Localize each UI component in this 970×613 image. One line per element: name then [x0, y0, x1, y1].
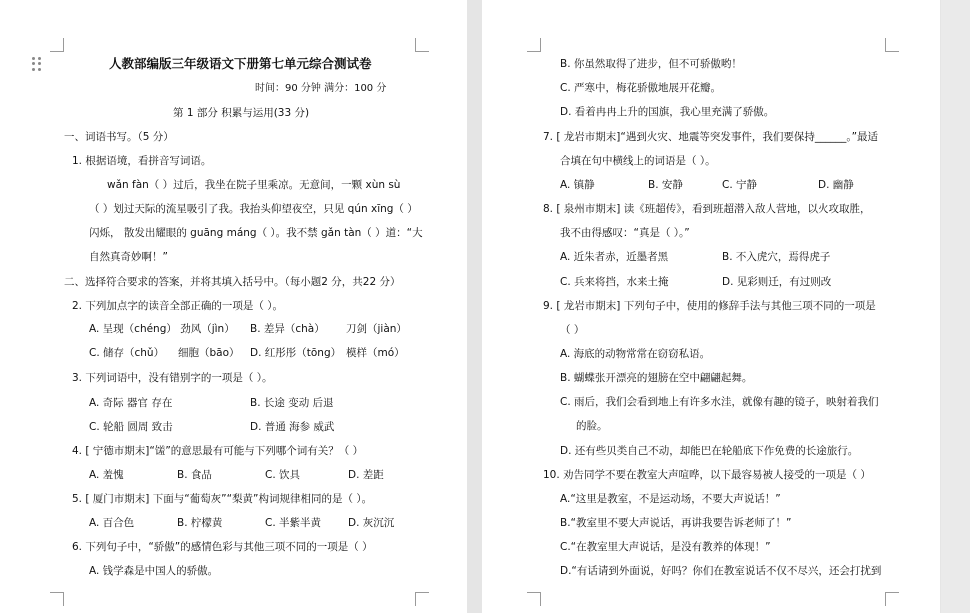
option-c: C. 储存（chǔ）	[89, 347, 165, 359]
question-text: 2. 下列加点字的读音全部正确的一项是（ ）。	[72, 300, 283, 312]
option-c: C. 半紫半黄	[265, 517, 322, 529]
passage-line: 闪烁， 散发出耀眼的 guāng máng（ ）。我不禁 gǎn tàn（ ）道：“大	[89, 227, 423, 239]
option-d: D. 还有些贝类自己不动，却能巴在轮船底下作免费的长途旅行。	[560, 445, 859, 457]
option-c-extra: 细胞（bāo）	[178, 347, 240, 359]
page-corner-mark	[527, 38, 541, 52]
option-b: B. 安静	[648, 179, 683, 191]
option-b: B. 蝴蝶张开漂亮的翅膀在空中翩翩起舞。	[560, 372, 753, 384]
option-d: D. 普通 海参 威武	[250, 421, 335, 433]
document-title: 人教部编版三年级语文下册第七单元综合测试卷	[109, 56, 372, 71]
option-d: D.“有话请到外面说，好吗？你们在教室说话不仅不尽兴，还会打扰到	[560, 565, 882, 577]
exam-meta: 时间：90 分钟 满分：100 分	[255, 83, 387, 94]
option-d: D. 看着冉冉上升的国旗，我心里充满了骄傲。	[560, 106, 775, 118]
document-page-left	[0, 0, 467, 613]
option-b: B. 你虽然取得了进步，但不可骄傲哟！	[560, 58, 742, 70]
question-text: 9. [ 龙岩市期末] 下列句子中，使用的修辞手法与其他三项不同的一项是	[543, 300, 876, 312]
question-text: 8. [ 泉州市期末] 读《班超传》，看到班超潜入敌人营地，以火攻取胜，	[543, 203, 871, 215]
option-c: C. 雨后，我们会看到地上有许多水洼，就像有趣的镜子，映射着我们	[560, 396, 879, 408]
option-d: D. 红彤彤（tōng）	[250, 347, 342, 359]
question-text: 7. [ 龙岩市期末]“遇到火灾、地震等突发事件，我们要保持______。”最适	[543, 131, 879, 143]
option-c: C.“在教室里大声说话，是没有教养的体现！”	[560, 541, 771, 553]
page-corner-mark	[50, 38, 64, 52]
page-corner-mark	[415, 38, 429, 52]
page-corner-mark	[415, 592, 429, 606]
question-text: 5. [ 厦门市期末] 下面与“葡萄灰”“梨黄”构词规律相同的是（ ）。	[72, 493, 373, 505]
option-b: B. 不入虎穴，焉得虎子	[722, 251, 831, 263]
option-a: A. 钱学森是中国人的骄傲。	[89, 565, 219, 577]
option-a: A. 百合色	[89, 517, 135, 529]
option-c: C. 轮船 圆周 致击	[89, 421, 173, 433]
document-page-right	[482, 0, 940, 613]
option-a: A. 羞愧	[89, 469, 124, 481]
page-corner-mark	[885, 592, 899, 606]
question-text: 1. 根据语境，看拼音写词语。	[72, 155, 212, 167]
option-b: B. 柠檬黄	[177, 517, 223, 529]
passage-line: 自然真奇妙啊！”	[89, 251, 168, 263]
option-c: C. 宁静	[722, 179, 758, 191]
option-c: C. 严寒中，梅花骄傲地展开花瓣。	[560, 82, 722, 94]
option-b: B. 食品	[177, 469, 212, 481]
option-a: A. 呈现（chéng） 劲风（jìn）	[89, 323, 235, 335]
option-c-cont: 的脸。	[576, 420, 608, 432]
option-a: A. 近朱者赤，近墨者黑	[560, 251, 669, 263]
page-corner-mark	[527, 592, 541, 606]
option-b: B. 长途 变动 后退	[250, 397, 334, 409]
option-d: D. 差距	[348, 469, 384, 481]
question-text-cont: 我不由得感叹：“真是（ ）。”	[560, 227, 690, 239]
question-text-cont: （ ）	[560, 324, 585, 336]
option-d-extra: 模样（mó）	[346, 347, 405, 359]
question-text: 6. 下列句子中，“骄傲”的感情色彩与其他三项不同的一项是（ ）	[72, 541, 373, 553]
drag-handle-icon[interactable]	[32, 57, 42, 71]
section-heading: 第 1 部分 积累与运用(33 分)	[173, 107, 310, 119]
option-b-extra: 刀剑（jiàn）	[346, 323, 407, 335]
option-a: A. 海底的动物常常在窃窃私语。	[560, 348, 711, 360]
option-b: B.“教室里不要大声说话，再讲我要告诉老师了！”	[560, 517, 792, 529]
option-c: C. 饮具	[265, 469, 301, 481]
option-d: D. 幽静	[818, 179, 854, 191]
passage-line: wǎn fàn（ ）过后，我坐在院子里乘凉。无意间，一颗 xùn sù	[107, 179, 401, 191]
option-d: D. 灰沉沉	[348, 517, 395, 529]
question-text: 3. 下列词语中，没有错别字的一项是（ ）。	[72, 372, 273, 384]
question-text: 10. 劝告同学不要在教室大声喧哗，以下最容易被人接受的一项是（ ）	[543, 469, 871, 481]
vertical-scrollbar[interactable]	[941, 0, 970, 613]
question-heading: 一、词语书写。（5 分）	[64, 131, 174, 143]
option-d: D. 见彩则迁，有过则改	[722, 276, 832, 288]
option-a: A. 奇际 器官 存在	[89, 397, 173, 409]
page-corner-mark	[50, 592, 64, 606]
option-a: A.“这里是教室，不是运动场，不要大声说话！”	[560, 493, 781, 505]
option-a: A. 镇静	[560, 179, 595, 191]
question-text-cont: 合填在句中横线上的词语是（ ）。	[560, 155, 716, 167]
question-heading: 二、选择符合要求的答案，并将其填入括号中。（每小题2 分，共22 分）	[64, 276, 401, 288]
option-b: B. 差异（chà）	[250, 323, 325, 335]
page-corner-mark	[885, 38, 899, 52]
question-text: 4. [ 宁德市期末]“馐”的意思最有可能与下列哪个词有关？（ ）	[72, 445, 364, 457]
passage-line: （ ）划过天际的流星吸引了我。我抬头仰望夜空，只见 qún xīng（ ）	[89, 203, 418, 215]
option-c: C. 兵来将挡，水来土掩	[560, 276, 669, 288]
